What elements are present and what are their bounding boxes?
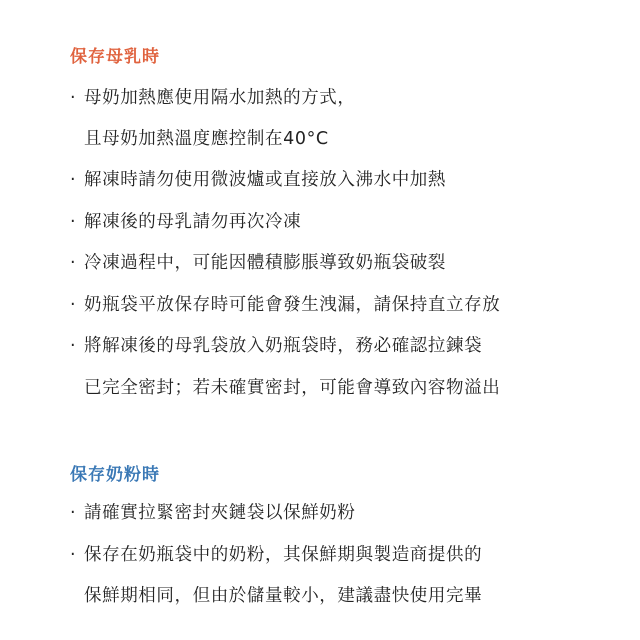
line-text: 保鮮期相同，但由於儲量較小，建議盡快使用完畢 <box>84 586 483 606</box>
formula-line-3 <box>70 584 482 608</box>
line-text: 保存在奶瓶袋中的奶粉，其保鮮期與製造商提供的 <box>84 545 483 565</box>
bullet: · <box>70 295 77 315</box>
bullet: · <box>70 253 77 273</box>
formula-line-1 <box>70 501 356 525</box>
line-text: 已完全密封；若未確實密封，可能會導致內容物溢出 <box>84 378 501 398</box>
line-text: 將解凍後的母乳袋放入奶瓶袋時，務必確認拉鍊袋 <box>84 336 483 356</box>
milk-line-8 <box>70 376 500 400</box>
line-text: 母奶加熱應使用隔水加熱的方式， <box>84 88 356 108</box>
bullet: · <box>70 503 77 523</box>
section-title-formula: 保存奶粉時 <box>70 465 160 485</box>
milk-line-7 <box>70 334 482 358</box>
milk-line-6 <box>70 293 500 317</box>
milk-line-3 <box>70 168 446 192</box>
milk-line-1 <box>70 86 356 110</box>
milk-line-4 <box>70 210 301 234</box>
milk-line-2 <box>70 127 329 151</box>
formula-line-2 <box>70 543 482 567</box>
bullet: · <box>70 212 77 232</box>
bullet: · <box>70 170 77 190</box>
milk-line-5 <box>70 251 446 275</box>
line-text: 請確實拉緊密封夾鏈袋以保鮮奶粉 <box>84 503 356 523</box>
line-text: 冷凍過程中，可能因體積膨脹導致奶瓶袋破裂 <box>84 253 446 273</box>
line-text: 解凍時請勿使用微波爐或直接放入沸水中加熱 <box>84 170 446 190</box>
bullet: · <box>70 88 77 108</box>
bullet: · <box>70 336 77 356</box>
line-text: 解凍後的母乳請勿再次冷凍 <box>84 212 302 232</box>
line-text: 且母奶加熱溫度應控制在40°C <box>84 129 329 149</box>
bullet: · <box>70 545 77 565</box>
section-title-breast-milk: 保存母乳時 <box>70 47 160 67</box>
line-text: 奶瓶袋平放保存時可能會發生洩漏，請保持直立存放 <box>84 295 501 315</box>
